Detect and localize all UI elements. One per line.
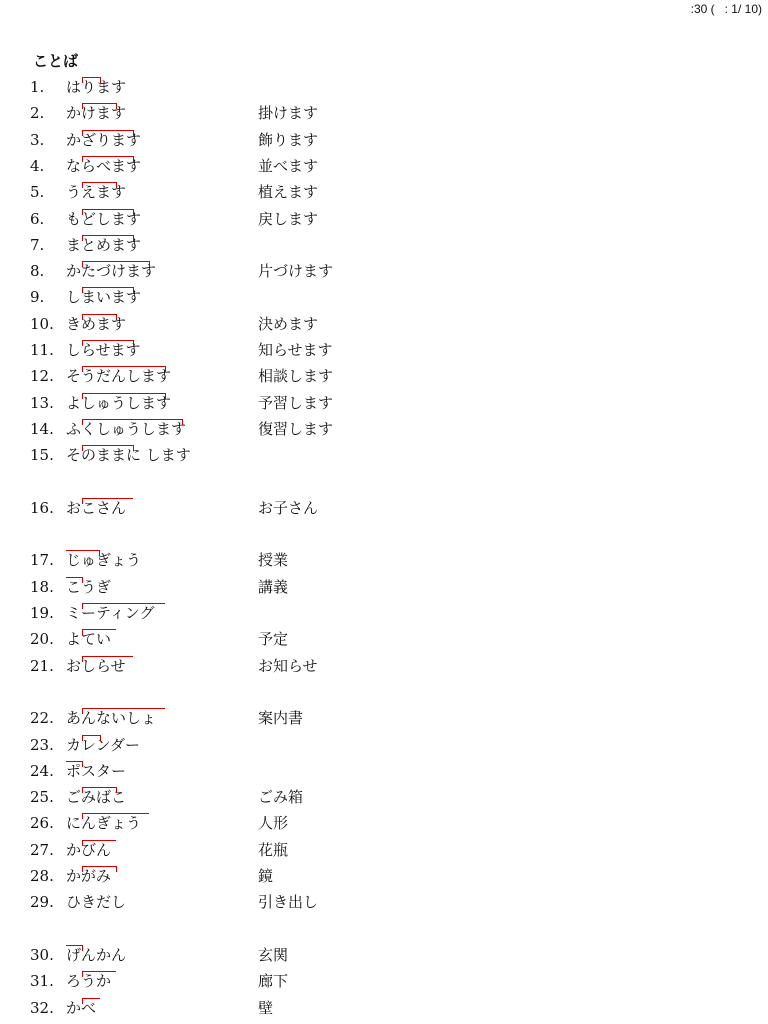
vocab-reading: かたづけます xyxy=(66,262,157,281)
vocab-number: 28. xyxy=(30,867,54,885)
vocab-kanji: 鏡 xyxy=(258,867,274,885)
vocab-reading: ふくしゅうします xyxy=(66,419,187,438)
vocab-number: 29. xyxy=(30,893,54,912)
vocab-item xyxy=(0,838,768,862)
vocab-item xyxy=(0,259,768,283)
vocab-kanji: 決めます xyxy=(258,314,319,333)
vocab-reading: ごみばこ xyxy=(66,788,127,807)
vocab-reading: そのままに します xyxy=(66,446,191,465)
vocab-number: 24. xyxy=(30,761,54,780)
vocab-number: 11. xyxy=(30,341,54,359)
vocab-reading: かざります xyxy=(66,130,142,149)
vocab-kanji: 掛けます xyxy=(258,104,319,123)
vocab-reading: よしゅうします xyxy=(66,393,172,412)
vocab-reading: もどします xyxy=(66,209,142,228)
vocab-reading: しまいます xyxy=(66,288,142,307)
vocab-number: 26. xyxy=(30,814,54,833)
vocab-kanji: 廊下 xyxy=(258,972,289,991)
vocab-number: 25. xyxy=(30,788,54,807)
vocab-number: 20. xyxy=(30,630,54,649)
vocab-item xyxy=(0,627,768,651)
vocab-item xyxy=(0,101,768,125)
vocab-item xyxy=(0,312,768,336)
vocab-item xyxy=(0,233,768,257)
vocab-reading: まとめます xyxy=(66,235,142,254)
vocab-kanji: 知らせます xyxy=(258,341,333,359)
vocab-kanji: 戻します xyxy=(258,209,319,228)
vocab-item xyxy=(0,996,768,1020)
vocab-kanji: 植えます xyxy=(258,183,319,202)
vocab-item xyxy=(0,654,768,678)
vocab-number: 19. xyxy=(30,604,54,622)
vocab-item xyxy=(0,443,768,467)
vocab-item xyxy=(0,864,768,888)
vocab-item xyxy=(0,180,768,204)
vocab-item xyxy=(0,391,768,415)
vocab-kanji: 片づけます xyxy=(258,262,334,281)
vocab-item xyxy=(0,75,768,99)
vocab-item xyxy=(0,364,768,388)
vocab-reading: ポスター xyxy=(66,761,127,780)
vocab-item xyxy=(0,338,768,362)
vocab-number: 31. xyxy=(30,972,54,991)
vocab-kanji: 人形 xyxy=(258,814,289,833)
vocab-reading: ひきだし xyxy=(66,893,127,912)
vocab-item xyxy=(0,759,768,783)
vocab-reading: じゅぎょう xyxy=(66,551,142,570)
vocab-number: 3. xyxy=(30,130,45,149)
vocab-number: 5. xyxy=(30,183,45,202)
vocab-kanji: 飾ります xyxy=(258,130,319,149)
vocab-item xyxy=(0,128,768,152)
vocab-item xyxy=(0,733,768,757)
vocab-number: 23. xyxy=(30,735,54,754)
vocab-item xyxy=(0,969,768,993)
vocab-kanji: 講義 xyxy=(258,577,289,596)
vocab-kanji: 復習します xyxy=(258,419,334,438)
vocab-number: 18. xyxy=(30,577,54,596)
vocab-kanji: 予定 xyxy=(258,630,289,649)
vocab-number: 10. xyxy=(30,314,54,333)
vocab-kanji: 玄関 xyxy=(258,945,289,964)
vocab-number: 13. xyxy=(30,393,54,412)
vocab-kanji: お知らせ xyxy=(258,656,318,675)
vocab-number: 9. xyxy=(30,288,45,307)
vocab-reading: あんないしょ xyxy=(66,709,157,728)
vocab-number: 12. xyxy=(30,367,54,386)
vocab-reading: おこさん xyxy=(66,498,127,517)
vocab-item xyxy=(0,811,768,835)
vocab-reading: うえます xyxy=(66,183,127,202)
vocab-number: 15. xyxy=(30,446,54,465)
vocab-number: 1. xyxy=(30,78,45,96)
vocab-number: 14. xyxy=(30,419,54,438)
vocab-item xyxy=(0,285,768,309)
vocab-reading: かべ xyxy=(66,998,97,1017)
vocab-reading: こうぎ xyxy=(66,577,112,596)
vocab-kanji: 予習します xyxy=(258,393,334,412)
vocab-number: 32. xyxy=(30,998,54,1017)
vocab-item xyxy=(0,548,768,572)
vocab-reading: そうだんします xyxy=(66,367,172,386)
vocab-kanji: 引き出し xyxy=(258,893,319,912)
vocab-reading: おしらせ xyxy=(66,656,126,675)
vocab-reading: よてい xyxy=(66,630,112,649)
vocab-number: 7. xyxy=(30,235,45,254)
vocab-item xyxy=(0,417,768,441)
vocab-item xyxy=(0,785,768,809)
vocab-reading: ろうか xyxy=(66,972,112,991)
vocab-item xyxy=(0,496,768,520)
vocab-kanji: お子さん xyxy=(258,498,319,517)
vocab-item xyxy=(0,890,768,914)
vocab-number: 27. xyxy=(30,840,54,859)
vocab-kanji: ごみ箱 xyxy=(258,788,304,807)
vocab-item xyxy=(0,706,768,730)
vocab-kanji: 相談します xyxy=(258,367,334,386)
vocab-reading: かけます xyxy=(66,104,127,123)
vocab-reading: かがみ xyxy=(66,867,112,885)
vocab-reading: きめます xyxy=(66,314,127,333)
vocab-reading: にんぎょう xyxy=(66,814,142,833)
vocab-number: 4. xyxy=(30,156,45,175)
section-title: ことば xyxy=(33,52,79,70)
vocab-number: 8. xyxy=(30,262,45,281)
vocab-kanji: 案内書 xyxy=(258,709,304,728)
page-info: :30 ( : 1/ 10) xyxy=(690,2,762,16)
vocab-number: 30. xyxy=(30,945,54,964)
vocab-number: 22. xyxy=(30,709,54,728)
vocab-reading: かびん xyxy=(66,840,112,859)
vocab-item xyxy=(0,154,768,178)
vocab-number: 2. xyxy=(30,104,45,123)
vocab-reading: カレンダー xyxy=(66,735,141,754)
vocab-item xyxy=(0,943,768,967)
vocab-reading: ならべます xyxy=(66,156,142,175)
vocab-kanji: 授業 xyxy=(258,551,289,570)
vocab-reading: はります xyxy=(66,78,127,96)
vocab-reading: げんかん xyxy=(66,945,127,964)
vocab-kanji: 花瓶 xyxy=(258,840,289,859)
vocab-number: 16. xyxy=(30,498,54,517)
vocab-item xyxy=(0,575,768,599)
vocab-item xyxy=(0,207,768,231)
vocab-item xyxy=(0,601,768,625)
vocab-number: 17. xyxy=(30,551,54,570)
vocab-number: 21. xyxy=(30,656,54,675)
vocab-reading: ミーティング xyxy=(66,604,155,622)
vocab-kanji: 壁 xyxy=(258,998,274,1017)
vocab-kanji: 並べます xyxy=(258,156,319,175)
vocab-reading: しらせます xyxy=(66,341,141,359)
vocab-number: 6. xyxy=(30,209,45,228)
